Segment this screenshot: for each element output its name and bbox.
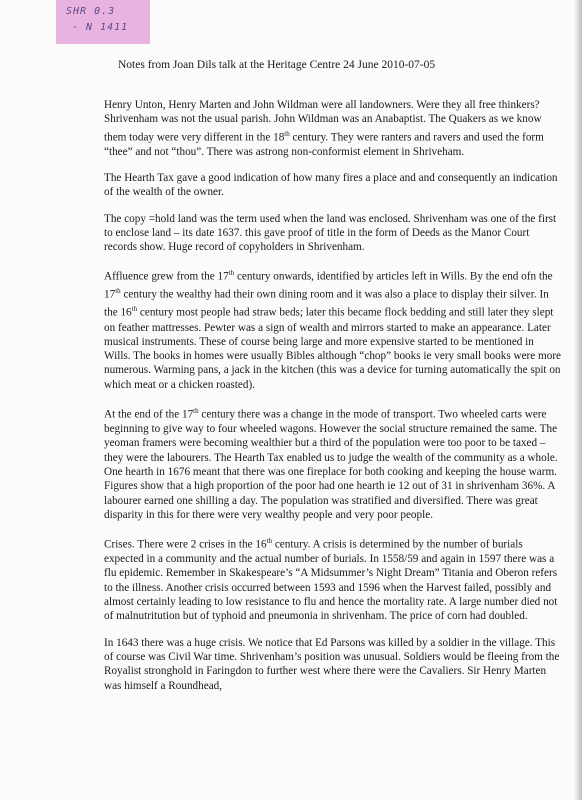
archive-label-line-2: - N 1411 — [72, 22, 129, 33]
archive-label-sticker — [56, 0, 150, 44]
paragraph-copyhold: The copy =hold land was the term used when the land was enclosed. Shrivenham was one of the first to enclose land – its date 1637. this gave proof of title in the form of Deeds as the Manor Court records show. Huge record of copyholders in Shrivenham. — [104, 212, 557, 254]
archive-label-line-1: SHR 0.3 — [66, 6, 116, 17]
paragraph-landowners: Henry Unton, Henry Marten and John Wildman were all landowners. Were they all free thinkers? Shrivenham was not the usual parish. John Wildman was an Anabaptist. The Quakers as we know them today were very different in the 18th century. They were ranters and ravers and used the form “thee” and not “thou”. There was astrong non-conformist element in Shriveham. — [104, 99, 544, 158]
page-edge-shadow — [574, 0, 582, 800]
paragraph-hearth-tax: The Hearth Tax gave a good indication of how many fires a place and and consequently an indication of the wealth of the owner. — [104, 171, 558, 199]
document-body — [104, 98, 562, 705]
paragraph-civil-war: In 1643 there was a huge crisis. We notice that Ed Parsons was killed by a soldier in the village. This of course was Civil War time. Shrivenham’s position was unusual. Soldiers would be fleeing from the Royalist stronghold in Faringdon to further west where there were the Cavaliers. Sir Henry Marten was himself a Roundhead, — [104, 636, 560, 692]
paragraph-affluence: Affluence grew from the 17th century onwards, identified by articles left in Wills. By the end ofn the 17th century the wealthy had their own dining room and it was also a place to display their silver. In the 16th century most people had straw beds; later this became flock bedding and still later they slept on feather mattresses. Pewter was a sign of wealth and mirrors started to make an appearance. Later musical instruments. These of course being large and more expensive started to be mentioned in Wills. The books in homes were usually Bibles although “chop” books ie very small books were more numerous. Warming pans, a jack in the kitchen (this was a device for turning automatically the spit on which meat or a chicken roasted). — [104, 269, 562, 391]
paragraph-transport: At the end of the 17th century there was a change in the mode of transport. Two wheeled carts were beginning to give way to four wheeled wagons. However the social structure remained the same. The yeoman framers were becoming wealthier but a third of the population were too poor to be taxed – they were the labourers. The Hearth Tax enabled us to judge the wealth of the community as a whole. One hearth in 1676 meant that there was one fireplace for both cooking and keeping the house warm. Figures show that a high proportion of the poor had one hearth ie 12 out of 31 in shrivenham 36%. A labourer earned one shilling a day. The population was stratified and diversified. There was great disparity in this for there were very wealthy people and very poor people. — [104, 406, 558, 521]
document-title: Notes from Joan Dils talk at the Heritage Centre 24 June 2010-07-05 — [118, 59, 436, 71]
paragraph-crises: Crises. There were 2 crises in the 16th century. A crisis is determined by the number of burials expected in a community and the actual number of burials. In 1558/59 and again in 1597 there was a flu epidemic. Remember in Skakespeare’s “A Midsummer’s Night Dream” Titania and Oberon refers to the illness. Another crisis occurred between 1593 and 1596 when the Harvest failed, possibly and almost certainly leading to low resistance to flu and hence the mortality rate. A large number died not of malnutritution but of typhoid and pneumonia in shrivenham. The price of corn had doubled. — [104, 537, 558, 623]
